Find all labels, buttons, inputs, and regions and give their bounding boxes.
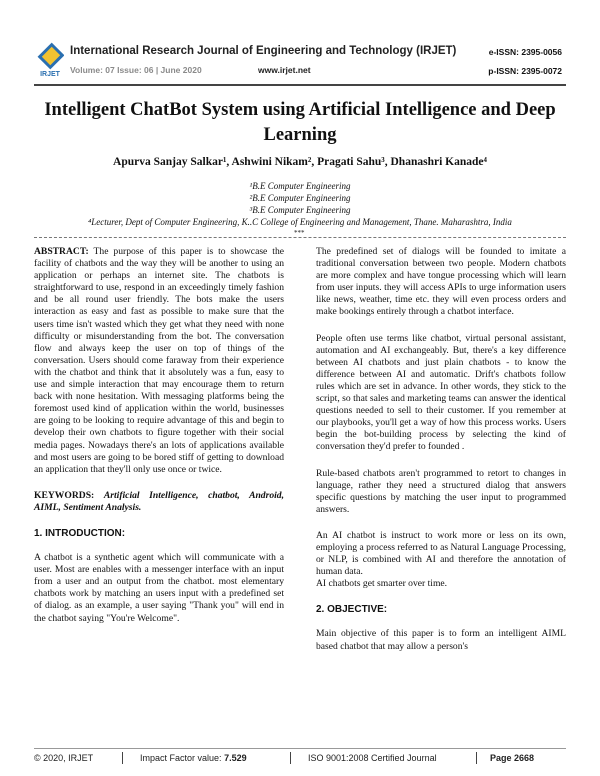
objective-heading: 2. OBJECTIVE: <box>316 604 388 616</box>
footer-copyright: © 2020, IRJET <box>34 753 94 763</box>
affiliations <box>30 180 570 228</box>
abstract-label: ABSTRACT: <box>34 246 89 257</box>
irjet-logo-icon <box>36 42 64 78</box>
objective-text: Main objective of this paper is to form an intelligent AIML based chatbot that may allow a person's <box>316 628 566 652</box>
affiliation-2: ²B.E Computer Engineering <box>249 193 351 203</box>
affiliation-1: ¹B.E Computer Engineering <box>249 181 351 191</box>
left-column <box>34 246 284 635</box>
footer-separator <box>290 752 291 764</box>
svg-text:IRJET: IRJET <box>40 71 60 78</box>
footer-iso: ISO 9001:2008 Certified Journal <box>308 753 437 763</box>
section-divider <box>34 237 566 238</box>
paragraph-2: People often use terms like chatbot, virtual personal assistant, automation and AI exchangeably. But, there's a key difference between AI chatbots and just plain chatbots - to know the difference between AI and automatic. Drift's chatbots follow rules which are set in advance. In other words, they stick to the script, so that sales and marketing teams can answer the identical questions needed to sell to their customer. If you remember at our playbooks, you'll get a way of how this process works. Users begin the bot-building process by selecting the kind of conversation they'd prefer to founded . <box>316 332 566 453</box>
eissn: e-ISSN: 2395-0056 <box>488 47 562 57</box>
journal-website-link[interactable]: www.irjet.net <box>258 65 311 75</box>
journal-header <box>36 42 566 82</box>
paragraph-1: The predefined set of dialogs will be founded to imitate a traditional conversation between two people. Modern chatbots are more complex and have tongue processing which will learn from user inputs. they will access APIs to urge information users like news, weather, time etc. they will even process orders and make bookings entirely through a chatbot interface. <box>316 246 566 318</box>
impact-value: 7.529 <box>224 753 247 763</box>
paragraph-4: An AI chatbot is instruct to work more or less on its own, employing a process referred to as Natural Language Processing, or NLP, is combined with AI and therefore the annotation of human data. <box>316 529 566 578</box>
footer-impact-factor <box>140 753 247 763</box>
journal-name: International Research Journal of Engineering and Technology (IRJET) <box>70 45 457 57</box>
footer-rule <box>34 748 566 749</box>
volume-issue: Volume: 07 Issue: 06 | June 2020 <box>70 65 202 75</box>
introduction-heading: 1. INTRODUCTION: <box>34 527 126 539</box>
author-list: Apurva Sanjay Salkar¹, Ashwini Nikam², Pragati Sahu³, Dhanashri Kanade⁴ <box>113 156 487 168</box>
keywords-label: KEYWORDS: <box>34 489 95 501</box>
divider-stars: *** <box>294 229 305 237</box>
header-rule <box>34 84 566 86</box>
paper-title: Intelligent ChatBot System using Artificial Intelligence and Deep Learning <box>44 100 556 145</box>
footer-separator <box>476 752 477 764</box>
keywords-text: Artificial Intelligence, chatbot, Android, AIML, Sentiment Analysis. <box>34 489 284 513</box>
introduction-text: A chatbot is a synthetic agent which will communicate with a user. Most are enables with a messenger interface with an input from a user and an output from the chatbot. most elementary chatbots work by matching an users input with a predefined set of dialog. as an example, a user saying "Thank you" will end in the chatbot saying "You're Welcome". <box>34 552 284 624</box>
impact-label: Impact Factor value: <box>140 753 222 763</box>
pissn: p-ISSN: 2395-0072 <box>488 66 562 76</box>
affiliation-3: ³B.E Computer Engineering <box>249 205 351 215</box>
paragraph-3: Rule-based chatbots aren't programmed to retort to changes in language, rather they need a structured dialog that answers specific questions by matching the user input to programmed answers. <box>316 467 566 515</box>
keywords <box>34 490 284 514</box>
affiliation-4: ⁴Lecturer, Dept of Computer Engineering, K..C College of Engineering and Management, Thane. Maharashtra, India <box>88 217 512 227</box>
right-column <box>316 246 566 663</box>
footer-separator <box>122 752 123 764</box>
abstract <box>34 246 284 476</box>
paragraph-5: AI chatbots get smarter over time. <box>316 578 448 590</box>
abstract-text: The purpose of this paper is to showcase the facility of chatbots and the way they will be another to using an application or perhaps an internet site. The chatbots is straightforward to use, respond in an exceedingly timely fashion and be all round user friendly. The bots make the users interaction as easy and fast as possible to make sure that the users time isn't wasted which they get what they need with none difficulty or misunderstanding from the bot. The conversation flow and always keep the user on top of things of the conversation. Users should come faraway from their experience with the chatbot and think that it absolutely was a fun, easy to use and simple interaction that may encourage them to return back with none hesitation. With messaging platforms being the foremost used kind of application within the world, businesses are going to be looking to require advantage of this and begin to develop their own chatbots to figure together with their social media pages. Nowadays there's an lots of applications available and most users are going to be bored stiff of getting to download an application that they'll only use once or twice. <box>34 246 284 475</box>
footer-page-number: Page 2668 <box>490 753 535 763</box>
